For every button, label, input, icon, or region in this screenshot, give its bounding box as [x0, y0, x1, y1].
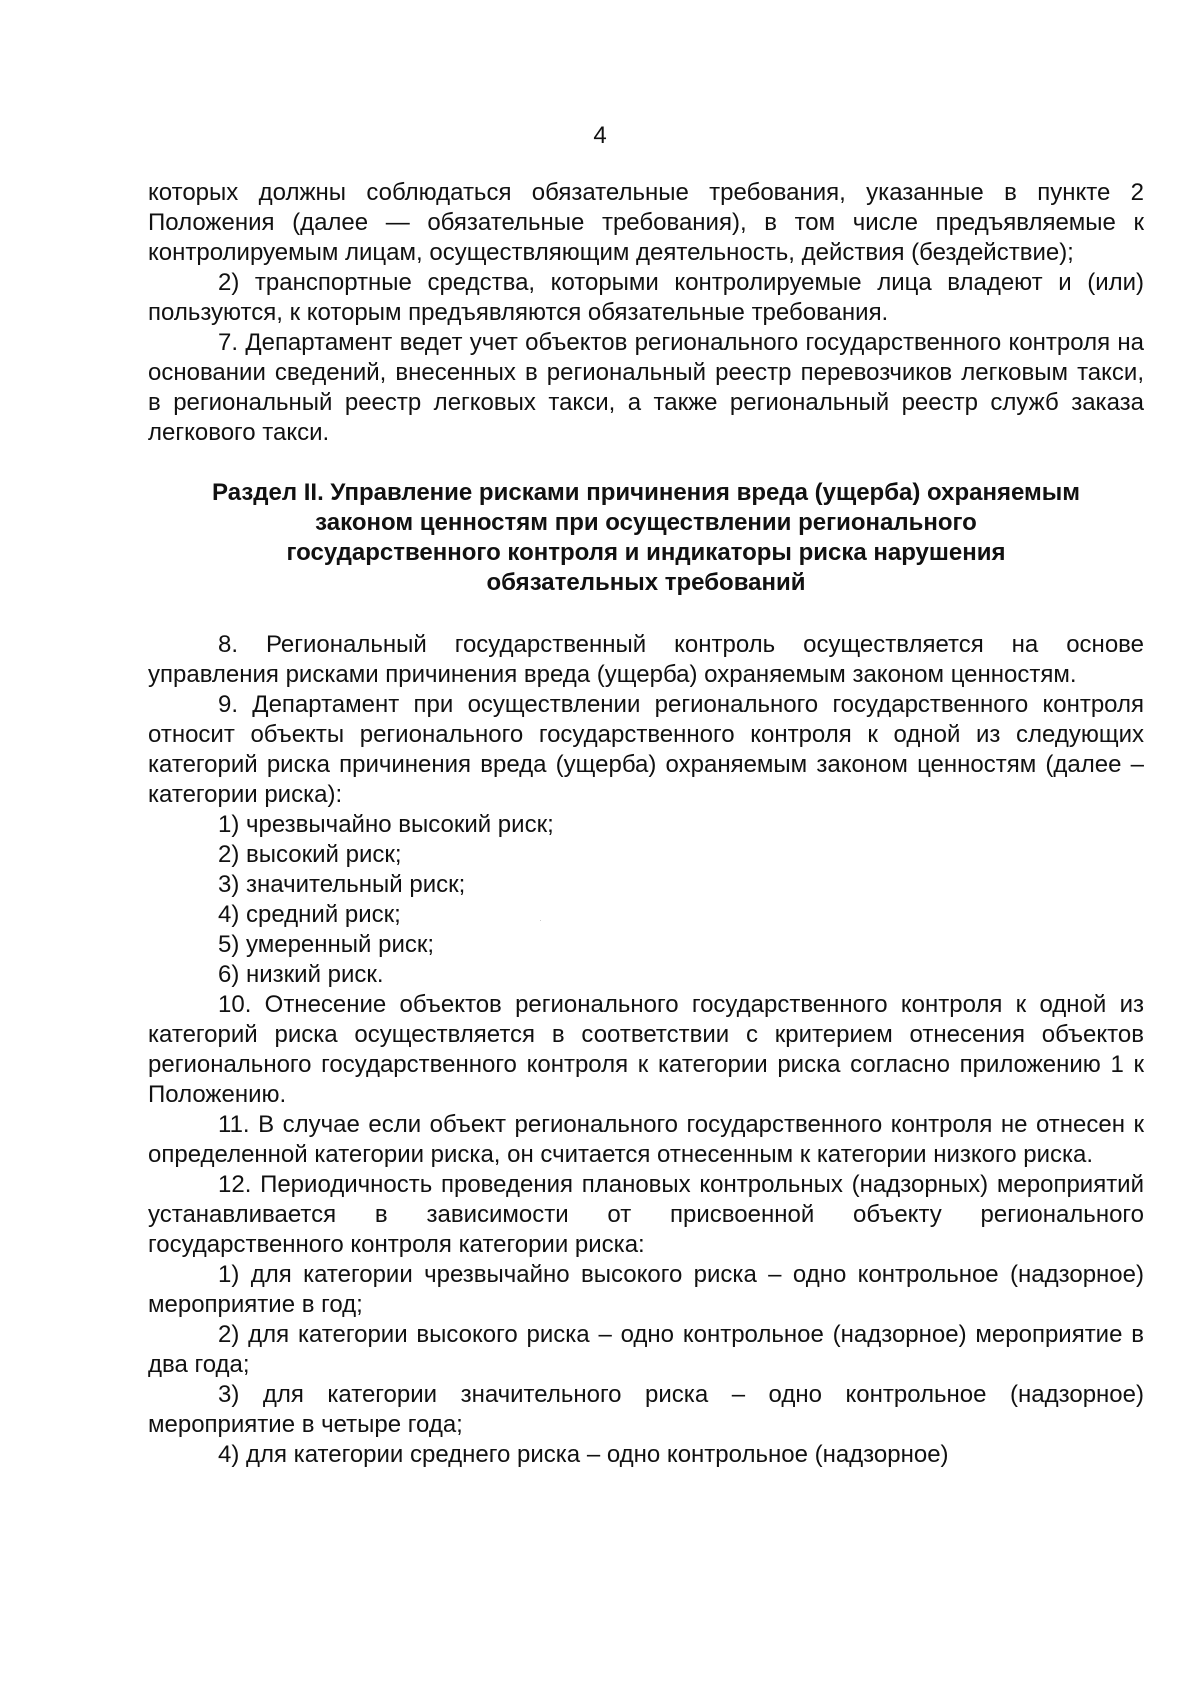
list-item-risk-4: 4) средний риск;: [218, 901, 401, 928]
paragraph-8: 8. Региональный государственный контроль осуществляется на основе управления рисками причинения вреда (ущерба) охраняемым законом ценностям.: [148, 631, 1144, 688]
scan-speck: [540, 920, 541, 921]
section-heading: Раздел II. Управление рисками причинения вреда (ущерба) охраняемым законом ценностям при осуществлении регионального государственного контроля и индикаторы риска нарушения обязательных требований: [212, 479, 1080, 596]
list-item-frequency-2: 2) для категории высокого риска – одно контрольное (надзорное) мероприятие в два года;: [148, 1321, 1144, 1378]
paragraph-item-2-vehicles: 2) транспортные средства, которыми контролируемые лица владеют и (или) пользуются, к которым предъявляются обязательные требования.: [148, 269, 1144, 326]
list-item-risk-5: 5) умеренный риск;: [218, 931, 435, 958]
paragraph-9: 9. Департамент при осуществлении регионального государственного контроля относит объекты регионального государственного контроля к одной из следующих категорий риска причинения вреда (ущерба) охраняемым законом ценностям (далее – категории риска):: [148, 691, 1144, 808]
list-item-risk-3: 3) значительный риск;: [218, 871, 466, 898]
list-item-risk-6: 6) низкий риск.: [218, 961, 384, 988]
list-item-risk-2: 2) высокий риск;: [218, 841, 402, 868]
paragraph-12: 12. Периодичность проведения плановых контрольных (надзорных) мероприятий устанавливается в зависимости от присвоенной объекту регионального государственного контроля категории риска:: [148, 1171, 1144, 1258]
list-item-frequency-3: 3) для категории значительного риска – одно контрольное (надзорное) мероприятие в четыре года;: [148, 1381, 1144, 1438]
paragraph-11: 11. В случае если объект регионального государственного контроля не отнесен к определенной категории риска, он считается отнесенным к категории низкого риска.: [148, 1111, 1144, 1168]
document-body: [148, 178, 1144, 1470]
paragraph-7: 7. Департамент ведет учет объектов регионального государственного контроля на основании сведений, внесенных в региональный реестр перевозчиков легковым такси, в региональный реестр легковых такси, а также региональный реестр служб заказа легкового такси.: [148, 329, 1144, 446]
paragraph-10: 10. Отнесение объектов регионального государственного контроля к одной из категорий риска осуществляется в соответствии с критерием отнесения объектов регионального государственного контроля к категории риска согласно приложению 1 к Положению.: [148, 991, 1144, 1108]
page-number: 4: [593, 122, 607, 149]
paragraph-continuation: которых должны соблюдаться обязательные требования, указанные в пункте 2 Положения (далее — обязательные требования), в том числе предъявляемые к контролируемым лицам, осуществляющим деятельность, действия (бездействие);: [148, 179, 1144, 266]
list-item-risk-1: 1) чрезвычайно высокий риск;: [218, 811, 554, 838]
list-item-frequency-1: 1) для категории чрезвычайно высокого риска – одно контрольное (надзорное) мероприятие в год;: [148, 1261, 1144, 1318]
list-item-frequency-4: 4) для категории среднего риска – одно контрольное (надзорное): [218, 1441, 949, 1468]
